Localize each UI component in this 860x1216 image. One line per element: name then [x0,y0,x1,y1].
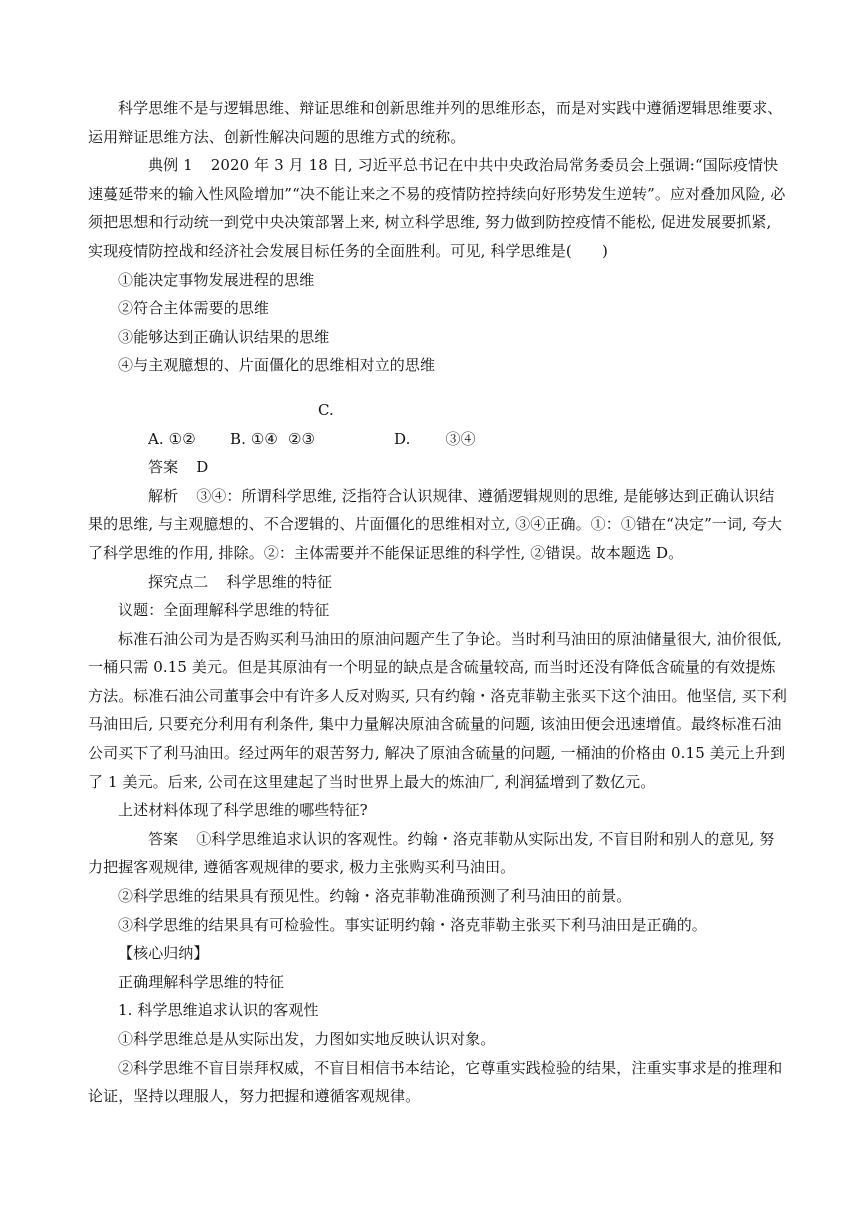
example1-stem [88,151,788,265]
example1-options [88,396,788,453]
section2-title-text: 科学思维的特征 [226,572,333,591]
section2-material: 标准石油公司为是否购买利马油田的原油问题产生了争论。当时利马油田的原油储量很大, 油价很低, 一桶只需 0.15 美元。但是其原油有一个明显的缺点是含硫量较高, 而当时还没有降低含硫量的有效提炼方法。标准石油公司董事会中有许多人反对购买, 只有约翰・洛克菲勒主张买下这个油田。他坚信, 买下利马油田后, 只要充分利用有利条件, 集中力量解决原油含硫量的问题, 该油田便会迅速增值。最终标准石油公司买下了利马油田。经过两年的艰苦努力, 解决了原油含硫量的问题, 一桶油的价格由 0.15 美元上升到了 1 美元。后来, 公司在这里建起了当时世界上最大的炼油厂, 利润猛增到了数亿元。 [88,629,787,791]
point1-item-2: ②科学思维不盲目崇拜权威，不盲目相信书本结论，它尊重实践检验的结果，注重实事求是的推理和论证，坚持以理服人，努力把握和遵循客观规律。 [88,1058,783,1106]
example1-answer [88,453,788,482]
example1-item-3: ③能够达到正确认识结果的思维 [118,327,330,346]
section2-question: 上述材料体现了科学思维的哪些特征? [118,801,368,820]
example1-stem-text: 2020 年 3 月 18 日, 习近平总书记在中共中央政治局常务委员会上强调:“国际疫情快速蔓延带来的输入性风险增加”“决不能让来之不易的疫情防控持续向好形势发生逆转”。应对叠加风险, 必须把思想和行动统一到党中央决策部署上来, 树立科学思维, 努力做到防控疫情不能松, 促进发展要抓紧, 实现疫情防控战和经济社会发展目标任务的全面胜利。可见, 科学思维是( ) [88,156,786,260]
example1-item-1: ①能决定事物发展进程的思维 [118,270,315,289]
summary-title: 正确理解科学思维的特征 [118,972,285,991]
section2-answer-3: ③科学思维的结果具有可检验性。事实证明约翰・洛克菲勒主张买下利马油田是正确的。 [118,915,707,934]
option-b: B. ①④ [230,429,278,448]
analysis-text: ③④：所谓科学思维, 泛指符合认识规律、遵循逻辑规则的思维, 是能够达到正确认识结果的思维, 与主观臆想的、不合逻辑的、片面僵化的思维相对立, ③④正确。①：①错在“决定”一词, 夸大了科学思维的作用, 排除。②：主体需要并不能保证思维的科学性, ②错误。故本题选 D。 [88,486,783,562]
document-body [88,94,788,1111]
answer-label: 答案 [148,458,179,477]
answer-value: D [196,458,209,477]
section2-answer-2: ②科学思维的结果具有预见性。约翰・洛克菲勒准确预测了利马油田的前景。 [118,887,632,906]
analysis-label: 解析 [148,486,179,505]
option-d: D. ③④ [394,429,476,448]
example1-label: 典例 1 [148,156,193,175]
section2-title-label: 探究点二 [148,572,209,591]
point1-item-1: ①科学思维总是从实际出发，力图如实地反映认识对象。 [118,1030,496,1048]
example1-item-2: ②符合主体需要的思维 [118,299,270,318]
option-a: A. ①② [148,429,196,448]
example1-analysis [88,482,788,568]
intro-paragraph: 科学思维不是与逻辑思维、辩证思维和创新思维并列的思维形态，而是对实践中遵循逻辑思维要求、运用辩证思维方法、创新性解决问题的思维方式的统称。 [88,99,783,146]
summary-heading: 【核心归纳】 [118,944,209,963]
section2-answer-1-text: ①科学思维追求认识的客观性。约翰・洛克菲勒从实际出发, 不盲目附和别人的意见, 努力把握客观规律, 遵循客观规律的要求, 极力主张购买利马油田。 [88,829,775,877]
section2-topic: 议题：全面理解科学思维的特征 [118,601,330,620]
example1-item-4: ④与主观臆想的、片面僵化的思维相对立的思维 [118,356,436,375]
section2-title [88,568,788,597]
section2-answer-1 [88,825,788,882]
point1-heading: 1. 科学思维追求认识的客观性 [118,1001,319,1020]
option-c: C. ②③ [288,400,334,448]
section2-answer-label: 答案 [148,829,179,848]
